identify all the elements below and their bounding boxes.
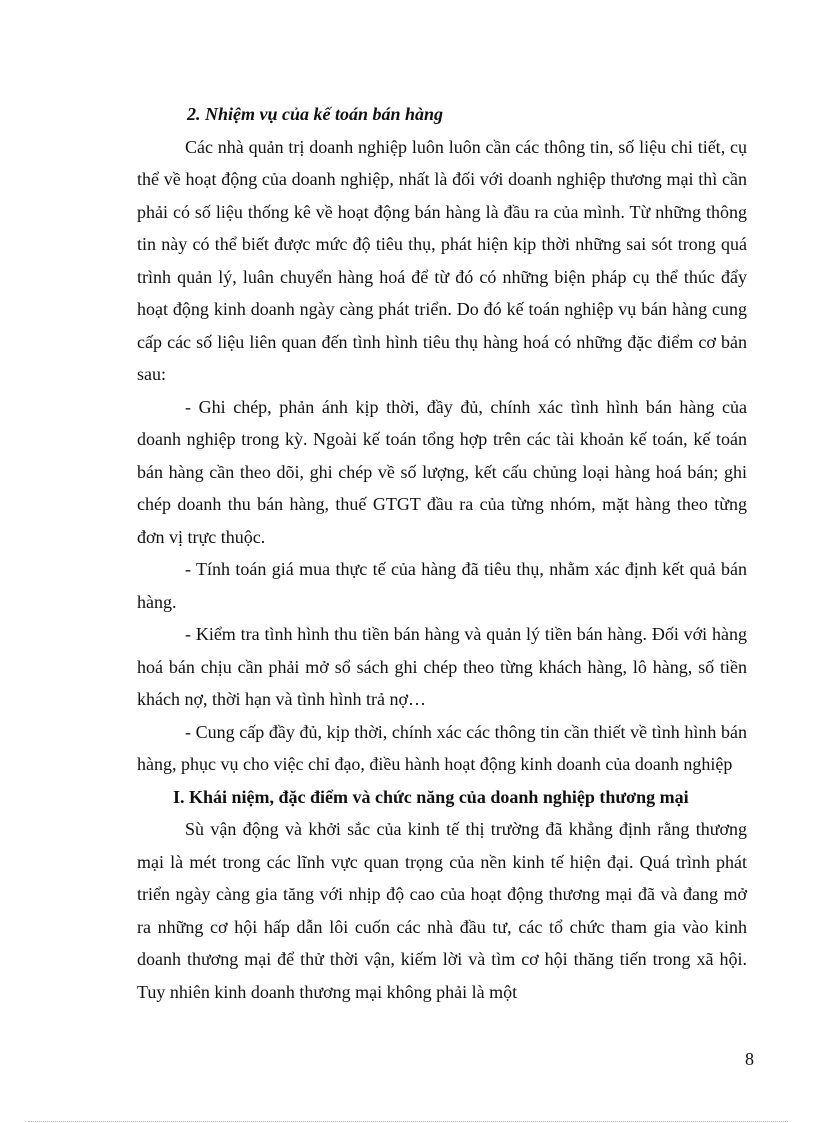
page-bottom-divider	[28, 1121, 788, 1122]
section-heading: 2. Nhiệm vụ của kế toán bán hàng	[187, 104, 444, 124]
paragraph-bullet-reporting: - Cung cấp đầy đủ, kịp thời, chính xác các thông tin cần thiết về tình hình bán hàng, phục vụ cho việc chỉ đạo, điều hành hoạt động kinh doanh của doanh nghiệp	[137, 721, 747, 774]
paragraph-bullet-cost: - Tính toán giá mua thực tế của hàng đã tiêu thụ, nhằm xác định kết quả bán hàng.	[137, 559, 747, 612]
chapter-heading: I. Khái niệm, đặc điểm và chức năng của doanh nghiệp thương mại	[173, 786, 689, 807]
paragraph-bullet-recording: - Ghi chép, phản ánh kịp thời, đầy đủ, chính xác tình hình bán hàng của doanh nghiệp trong kỳ. Ngoài kế toán tổng hợp trên các tài khoản kế toán, kế toán bán hàng cần theo dõi, ghi chép về số lượng, kết cấu chủng loại hàng hoá bán; ghi chép doanh thu bán hàng, thuế GTGT đầu ra của từng nhóm, mặt hàng theo từng đơn vị trực thuộc.	[137, 396, 747, 547]
paragraph-commerce: Sù vận động và khởi sắc của kinh tế thị trường đã khẳng định rằng thương mại là mét trong các lĩnh vực quan trọng của nền kinh tế hiện đại. Quá trình phát triển ngày càng gia tăng với nhịp độ cao của hoạt động thương mại đã và đang mở ra những cơ hội hấp dẫn lôi cuốn các nhà đầu tư, các tổ chức tham gia vào kinh doanh thương mại để thử thời vận, kiếm lời và tìm cơ hội thăng tiến trong xã hội. Tuy nhiên kinh doanh thương mại không phải là một	[137, 819, 747, 1002]
page-number: 8	[745, 1049, 754, 1069]
paragraph-bullet-collection: - Kiểm tra tình hình thu tiền bán hàng và quản lý tiền bán hàng. Đối với hàng hoá bán chịu cần phải mở sổ sách ghi chép theo từng khách hàng, lô hàng, số tiền khách nợ, thời hạn và tình hình trả nợ…	[137, 624, 747, 709]
paragraph-intro: Các nhà quản trị doanh nghiệp luôn luôn cần các thông tin, số liệu chi tiết, cụ thể về hoạt động của doanh nghiệp, nhất là đối với doanh nghiệp thương mại thì cần phải có số liệu thống kê về hoạt động bán hàng là đầu ra của mình. Từ những thông tin này có thể biết được mức độ tiêu thụ, phát hiện kịp thời những sai sót trong quá trình quản lý, luân chuyển hàng hoá để từ đó có những biện pháp cụ thể thúc đẩy hoạt động kinh doanh ngày càng phát triển. Do đó kế toán nghiệp vụ bán hàng cung cấp các số liệu liên quan đến tình hình tiêu thụ hàng hoá có những đặc điểm cơ bản sau:	[137, 136, 747, 384]
document-page	[137, 98, 747, 1008]
